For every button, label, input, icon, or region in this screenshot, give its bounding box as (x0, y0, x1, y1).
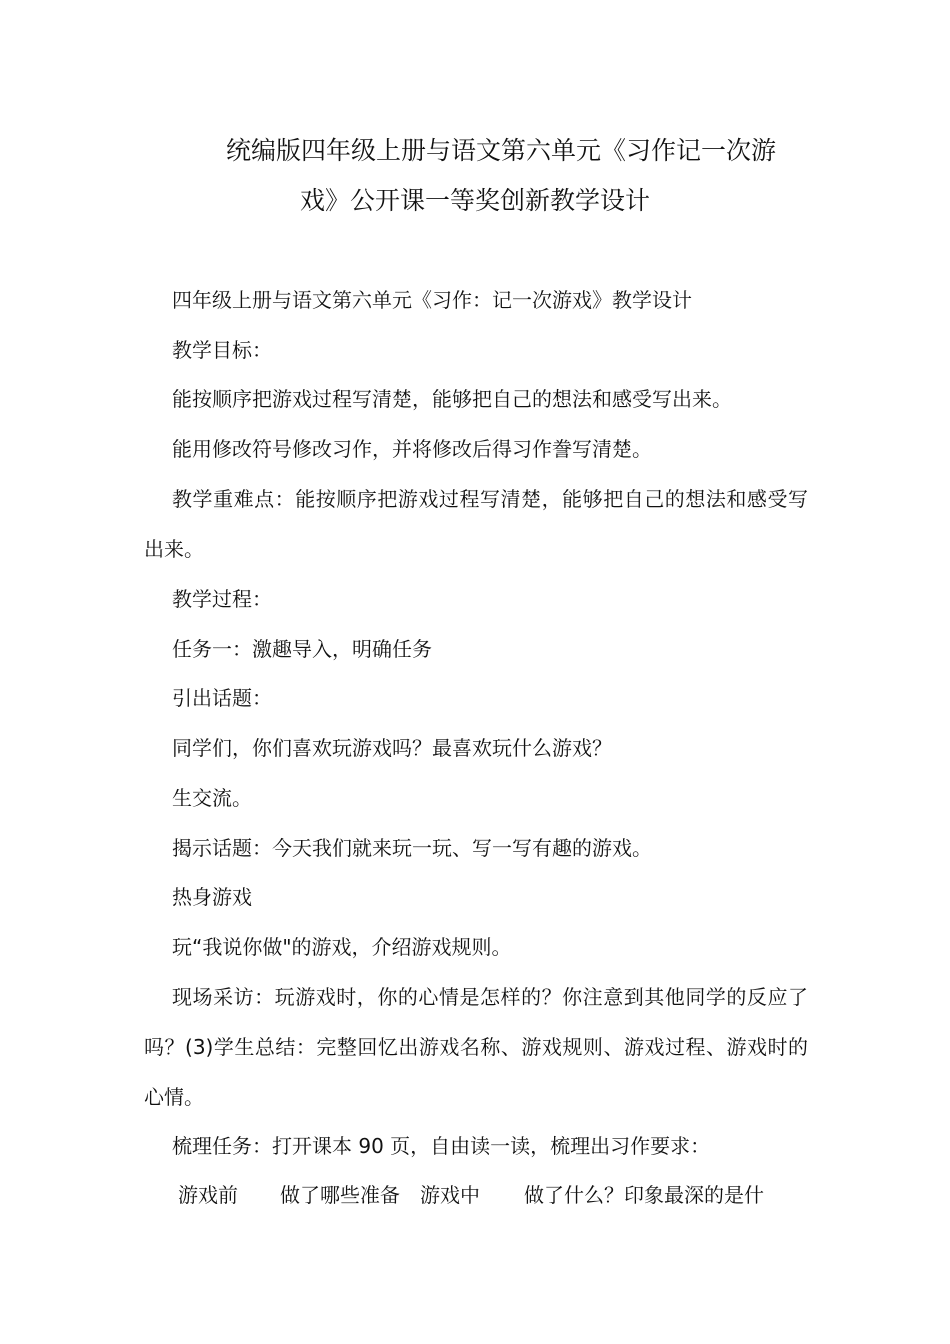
paragraph-game-rules: 玩“我说你做"的游戏，介绍游戏规则。 (172, 935, 512, 959)
paragraph-key-difficulties: 教学重难点：能按顺序把游戏过程写清楚，能够把自己的想法和感受写出来。 (144, 487, 808, 561)
paragraph-sort-task: 梳理任务：打开课本 90 页，自由读一读，梳理出习作要求： (172, 1134, 711, 1158)
paragraph-subtitle: 四年级上册与语文第六单元《习作：记一次游戏》教学设计 (172, 288, 692, 312)
table-cell-before-game: 游戏前 (178, 1183, 238, 1207)
paragraph-objective-1: 能按顺序把游戏过程写清楚，能够把自己的想法和感受写出来。 (172, 387, 732, 411)
table-cell-during-game: 游戏中 (420, 1183, 480, 1207)
paragraph-reveal-topic: 揭示话题：今天我们就来玩一玩、写一写有趣的游戏。 (172, 836, 652, 860)
table-cell-what-done: 做了什么？印象最深的是什 (524, 1183, 764, 1207)
table-cell-preparation: 做了哪些准备 (280, 1183, 400, 1207)
paragraph-exchange: 生交流。 (172, 786, 252, 810)
paragraph-process-heading: 教学过程： (172, 587, 272, 611)
document-title-line-1: 统编版四年级上册与语文第六单元《习作记一次游 (225, 136, 776, 165)
document-title-line-2: 戏》公开课一等奖创新教学设计 (299, 186, 650, 215)
paragraph-warmup: 热身游戏 (172, 885, 252, 909)
paragraph-objectives-heading: 教学目标： (172, 338, 272, 362)
paragraph-task-one: 任务一：激趣导入，明确任务 (172, 637, 432, 661)
paragraph-question: 同学们，你们喜欢玩游戏吗？最喜欢玩什么游戏？ (172, 736, 612, 760)
paragraph-interview: 现场采访：玩游戏时，你的心情是怎样的？你注意到其他同学的反应了吗？(3)学生总结：完整回忆出游戏名称、游戏规则、游戏过程、游戏时的心情。 (144, 985, 808, 1109)
paragraph-topic-intro: 引出话题： (172, 686, 272, 710)
paragraph-objective-2: 能用修改符号修改习作，并将修改后得习作誊写清楚。 (172, 437, 652, 461)
